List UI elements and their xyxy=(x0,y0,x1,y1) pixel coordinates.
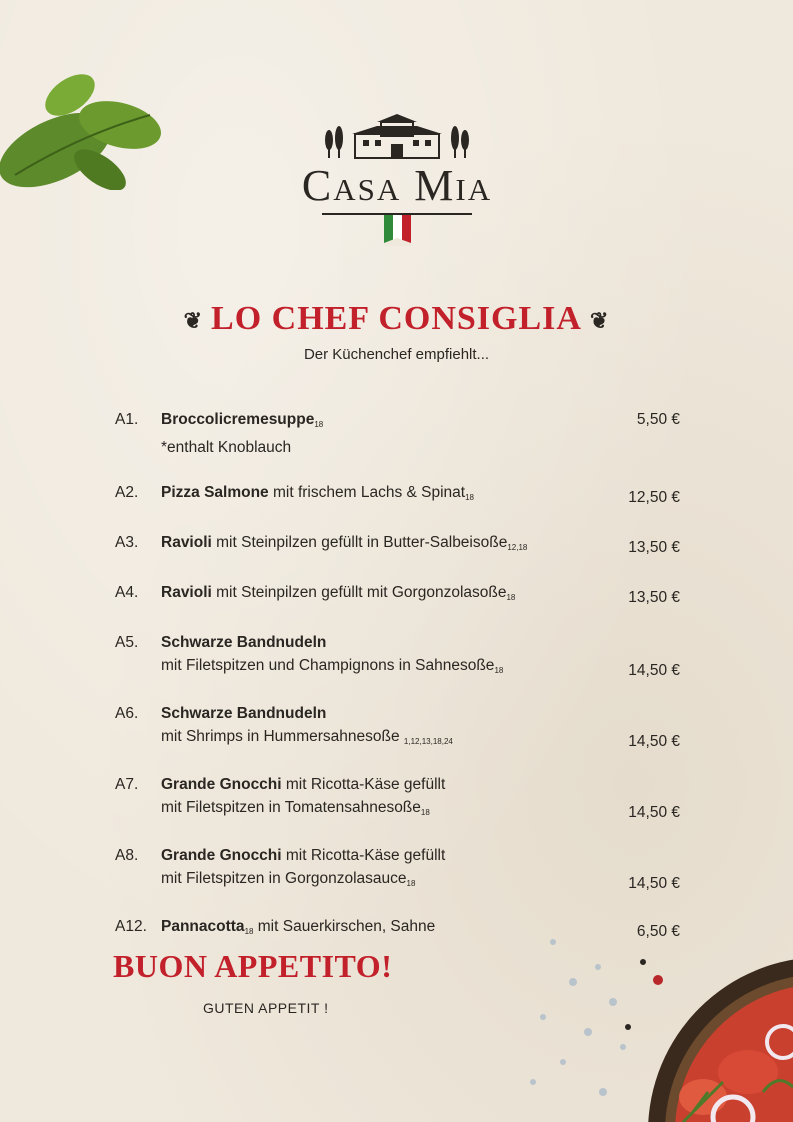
italian-flag-icon xyxy=(322,212,472,246)
brand-name: Casa Mia xyxy=(301,161,493,210)
item-note: *enthalt Knoblauch xyxy=(161,439,292,456)
item-code: A7. xyxy=(115,776,139,793)
allergen-codes: 18 xyxy=(420,808,430,817)
item-price: 13,50 € xyxy=(628,589,680,606)
menu-item xyxy=(115,531,680,559)
item-price: 14,50 € xyxy=(628,875,680,892)
item-price: 13,50 € xyxy=(628,539,680,556)
basil-leaves-icon xyxy=(0,55,170,190)
allergen-codes: 18 xyxy=(406,879,416,888)
item-price: 5,50 € xyxy=(636,411,680,428)
headline xyxy=(0,300,793,338)
item-name: Grande Gnocchi xyxy=(161,847,282,864)
item-description: mit Filetspitzen und Champignons in Sahnesoße xyxy=(161,657,495,674)
item-description: mit frischem Lachs & Spinat xyxy=(268,484,466,501)
menu-item xyxy=(115,408,680,459)
allergen-codes: 18 xyxy=(494,666,504,675)
ornament-swirl-icon: ❦ xyxy=(589,308,610,334)
item-description: mit Sauerkirschen, Sahne xyxy=(253,918,436,935)
item-code: A6. xyxy=(115,705,139,722)
ornament-swirl-icon: ❦ xyxy=(183,308,204,334)
allergen-codes: 12,18 xyxy=(507,543,528,552)
allergen-codes: 18 xyxy=(506,593,516,602)
menu-item xyxy=(115,844,680,895)
menu-item xyxy=(115,481,680,509)
closing-title: BUON APPETITO! xyxy=(113,948,393,984)
item-code: A2. xyxy=(115,484,139,501)
salad-bowl-icon xyxy=(493,922,793,1122)
item-price: 14,50 € xyxy=(628,662,680,679)
allergen-codes: 1,12,13,18,24 xyxy=(403,737,453,746)
allergen-codes: 18 xyxy=(314,420,324,429)
item-name: Ravioli xyxy=(161,534,212,551)
item-name: Pizza Salmone xyxy=(161,484,269,501)
item-price: 6,50 € xyxy=(636,923,680,940)
menu-item xyxy=(115,631,680,682)
item-description: mit Ricotta-Käse gefüllt xyxy=(281,776,446,793)
item-price: 14,50 € xyxy=(628,733,680,750)
menu-item xyxy=(115,581,680,609)
closing-subtitle: GUTEN APPETIT ! xyxy=(203,1000,329,1016)
item-code: A1. xyxy=(115,411,139,428)
item-description: mit Shrimps in Hummersahnesoße xyxy=(161,728,404,745)
item-description: mit Steinpilzen gefüllt in Butter-Salbeisoße xyxy=(211,534,508,551)
menu-item xyxy=(115,702,680,753)
item-description: mit Steinpilzen gefüllt mit Gorgonzolasoße xyxy=(211,584,507,601)
item-name: Ravioli xyxy=(161,584,212,601)
villa-icon xyxy=(317,112,477,160)
allergen-codes: 18 xyxy=(244,927,254,936)
headline-subtitle: Der Küchenchef empfiehlt... xyxy=(303,346,490,363)
menu-item xyxy=(115,773,680,824)
item-price: 14,50 € xyxy=(628,804,680,821)
item-name: Schwarze Bandnudeln xyxy=(161,634,327,651)
item-code: A5. xyxy=(115,634,139,651)
menu-list xyxy=(115,408,680,943)
item-description: mit Ricotta-Käse gefüllt xyxy=(281,847,446,864)
item-price: 12,50 € xyxy=(628,489,680,506)
logo xyxy=(272,112,522,262)
allergen-codes: 18 xyxy=(465,493,475,502)
item-code: A8. xyxy=(115,847,139,864)
item-code: A4. xyxy=(115,584,139,601)
item-name: Broccolicremesuppe xyxy=(161,411,315,428)
item-name: Schwarze Bandnudeln xyxy=(161,705,327,722)
item-code: A3. xyxy=(115,534,139,551)
item-code: A12. xyxy=(115,918,147,935)
item-description-2: mit Filetspitzen in Tomatensahnesoße xyxy=(161,799,421,816)
item-description-2: mit Filetspitzen in Gorgonzolasauce xyxy=(161,870,407,887)
item-name: Grande Gnocchi xyxy=(161,776,282,793)
item-name: Pannacotta xyxy=(161,918,245,935)
headline-title: LO CHEF CONSIGLIA xyxy=(211,300,582,337)
